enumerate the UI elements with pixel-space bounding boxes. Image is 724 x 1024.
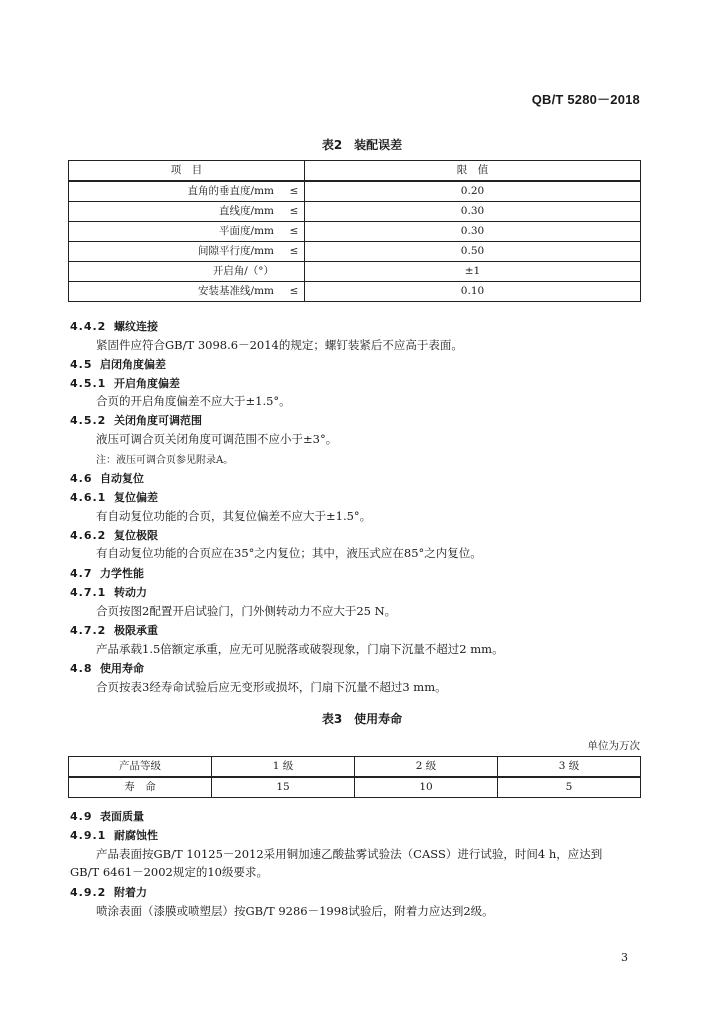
section-title: 附着力 xyxy=(114,886,147,899)
table-row xyxy=(69,181,641,202)
section-title: 力学性能 xyxy=(100,567,144,580)
row-item: 开启角/（°） xyxy=(69,262,285,282)
col-item-header: 项 目 xyxy=(69,161,305,182)
row-value: 0.50 xyxy=(305,242,641,262)
section-number: 4.9.1 xyxy=(70,829,107,842)
row-value: 0.10 xyxy=(305,282,641,302)
row-value: ±1 xyxy=(305,262,641,282)
row-cell: 5 xyxy=(498,777,641,798)
section-title: 关闭角度可调范围 xyxy=(114,414,202,427)
row-cell: 10 xyxy=(355,777,498,798)
section-heading xyxy=(70,527,158,543)
table-row xyxy=(69,242,641,262)
section-number: 4.6 xyxy=(70,472,93,485)
table-row xyxy=(69,202,641,222)
table-row xyxy=(69,282,641,302)
header-cell: 3 级 xyxy=(498,757,641,778)
paragraph: 有自动复位功能的合页，其复位偏差不应大于±1.5°。 xyxy=(96,509,372,523)
col-limit-header: 限 值 xyxy=(305,161,641,182)
paragraph: 有自动复位功能的合页应在35°之内复位；其中，液压式应在85°之内复位。 xyxy=(96,546,482,560)
paragraph: 合页按图2配置开启试验门，门外侧转动力不应大于25 N。 xyxy=(96,604,397,618)
section-title: 使用寿命 xyxy=(100,662,144,675)
row-symbol: ≤ xyxy=(284,282,305,302)
section-heading xyxy=(70,808,144,824)
row-symbol: ≤ xyxy=(284,222,305,242)
section-number: 4.5 xyxy=(70,358,93,371)
paragraph: 液压可调合页关闭角度可调范围不应小于±3°。 xyxy=(96,432,338,446)
section-heading xyxy=(70,584,147,600)
row-symbol xyxy=(284,262,305,282)
row-item: 直线度/mm xyxy=(69,202,285,222)
paragraph: 紧固件应符合GB/T 3098.6－2014的规定；螺钉装紧后不应高于表面。 xyxy=(96,338,463,352)
row-item: 直角的垂直度/mm xyxy=(69,181,285,202)
paragraph: 合页按表3经寿命试验后应无变形或损坏，门扇下沉量不超过3 mm。 xyxy=(96,680,447,694)
paragraph: 喷涂表面（漆膜或喷塑层）按GB/T 9286－1998试验后，附着力应达到2级。 xyxy=(96,904,494,918)
section-heading xyxy=(70,884,147,900)
row-value: 0.30 xyxy=(305,202,641,222)
section-heading xyxy=(70,622,158,638)
row-symbol: ≤ xyxy=(284,242,305,262)
table-row xyxy=(69,262,641,282)
table-header-row xyxy=(69,161,641,182)
page-number: 3 xyxy=(621,951,628,964)
paragraph-continuation: GB/T 6461－2002规定的10级要求。 xyxy=(70,865,269,879)
row-symbol: ≤ xyxy=(284,202,305,222)
section-title: 螺纹连接 xyxy=(114,320,158,333)
section-number: 4.7.2 xyxy=(70,624,107,637)
service-life-table xyxy=(68,756,641,798)
document-code: QB/T 5280－2018 xyxy=(531,92,640,107)
section-heading xyxy=(70,375,180,391)
row-value: 0.30 xyxy=(305,222,641,242)
section-number: 4.6.1 xyxy=(70,491,107,504)
section-number: 4.9 xyxy=(70,810,93,823)
section-heading xyxy=(70,489,158,505)
table-row xyxy=(69,222,641,242)
section-title: 启闭角度偏差 xyxy=(100,358,166,371)
section-title: 复位极限 xyxy=(114,529,158,542)
section-title: 开启角度偏差 xyxy=(114,377,180,390)
section-number: 4.7.1 xyxy=(70,586,107,599)
row-symbol: ≤ xyxy=(284,181,305,202)
section-title: 耐腐蚀性 xyxy=(114,829,158,842)
paragraph: 产品承载1.5倍额定承重，应无可见脱落或破裂现象，门扇下沉量不超过2 mm。 xyxy=(96,642,504,656)
header-cell: 产品等级 xyxy=(69,757,212,778)
row-item: 间隙平行度/mm xyxy=(69,242,285,262)
row-item: 安装基准线/mm xyxy=(69,282,285,302)
paragraph: 产品表面按GB/T 10125－2012采用铜加速乙酸盐雾试验法（CASS）进行试验，时间4 h，应达到 xyxy=(96,847,603,861)
section-heading xyxy=(70,412,202,428)
section-title: 复位偏差 xyxy=(114,491,158,504)
section-number: 4.8 xyxy=(70,662,93,675)
section-number: 4.5.2 xyxy=(70,414,107,427)
section-heading xyxy=(70,318,158,334)
table2-caption: 表2 装配误差 xyxy=(321,138,403,152)
section-number: 4.4.2 xyxy=(70,320,107,333)
section-number: 4.6.2 xyxy=(70,529,107,542)
table3-unit: 单位为万次 xyxy=(587,740,640,752)
section-heading xyxy=(70,660,144,676)
table3-caption: 表3 使用寿命 xyxy=(321,712,403,726)
header-cell: 1 级 xyxy=(212,757,355,778)
paragraph: 合页的开启角度偏差不应大于±1.5°。 xyxy=(96,394,291,408)
section-number: 4.7 xyxy=(70,567,93,580)
section-number: 4.9.2 xyxy=(70,886,107,899)
section-heading xyxy=(70,470,144,486)
section-heading xyxy=(70,827,158,843)
section-title: 极限承重 xyxy=(114,624,158,637)
section-title: 转动力 xyxy=(114,586,147,599)
section-title: 表面质量 xyxy=(100,810,144,823)
table-header-row xyxy=(69,757,641,778)
section-heading xyxy=(70,356,166,372)
section-number: 4.5.1 xyxy=(70,377,107,390)
row-value: 0.20 xyxy=(305,181,641,202)
header-cell: 2 级 xyxy=(355,757,498,778)
row-cell: 15 xyxy=(212,777,355,798)
section-title: 自动复位 xyxy=(100,472,144,485)
section-heading xyxy=(70,565,144,581)
row-item: 平面度/mm xyxy=(69,222,285,242)
row-cell: 寿 命 xyxy=(69,777,212,798)
note: 注：液压可调合页参见附录A。 xyxy=(96,455,234,466)
assembly-error-table xyxy=(68,160,641,302)
table-row xyxy=(69,777,641,798)
